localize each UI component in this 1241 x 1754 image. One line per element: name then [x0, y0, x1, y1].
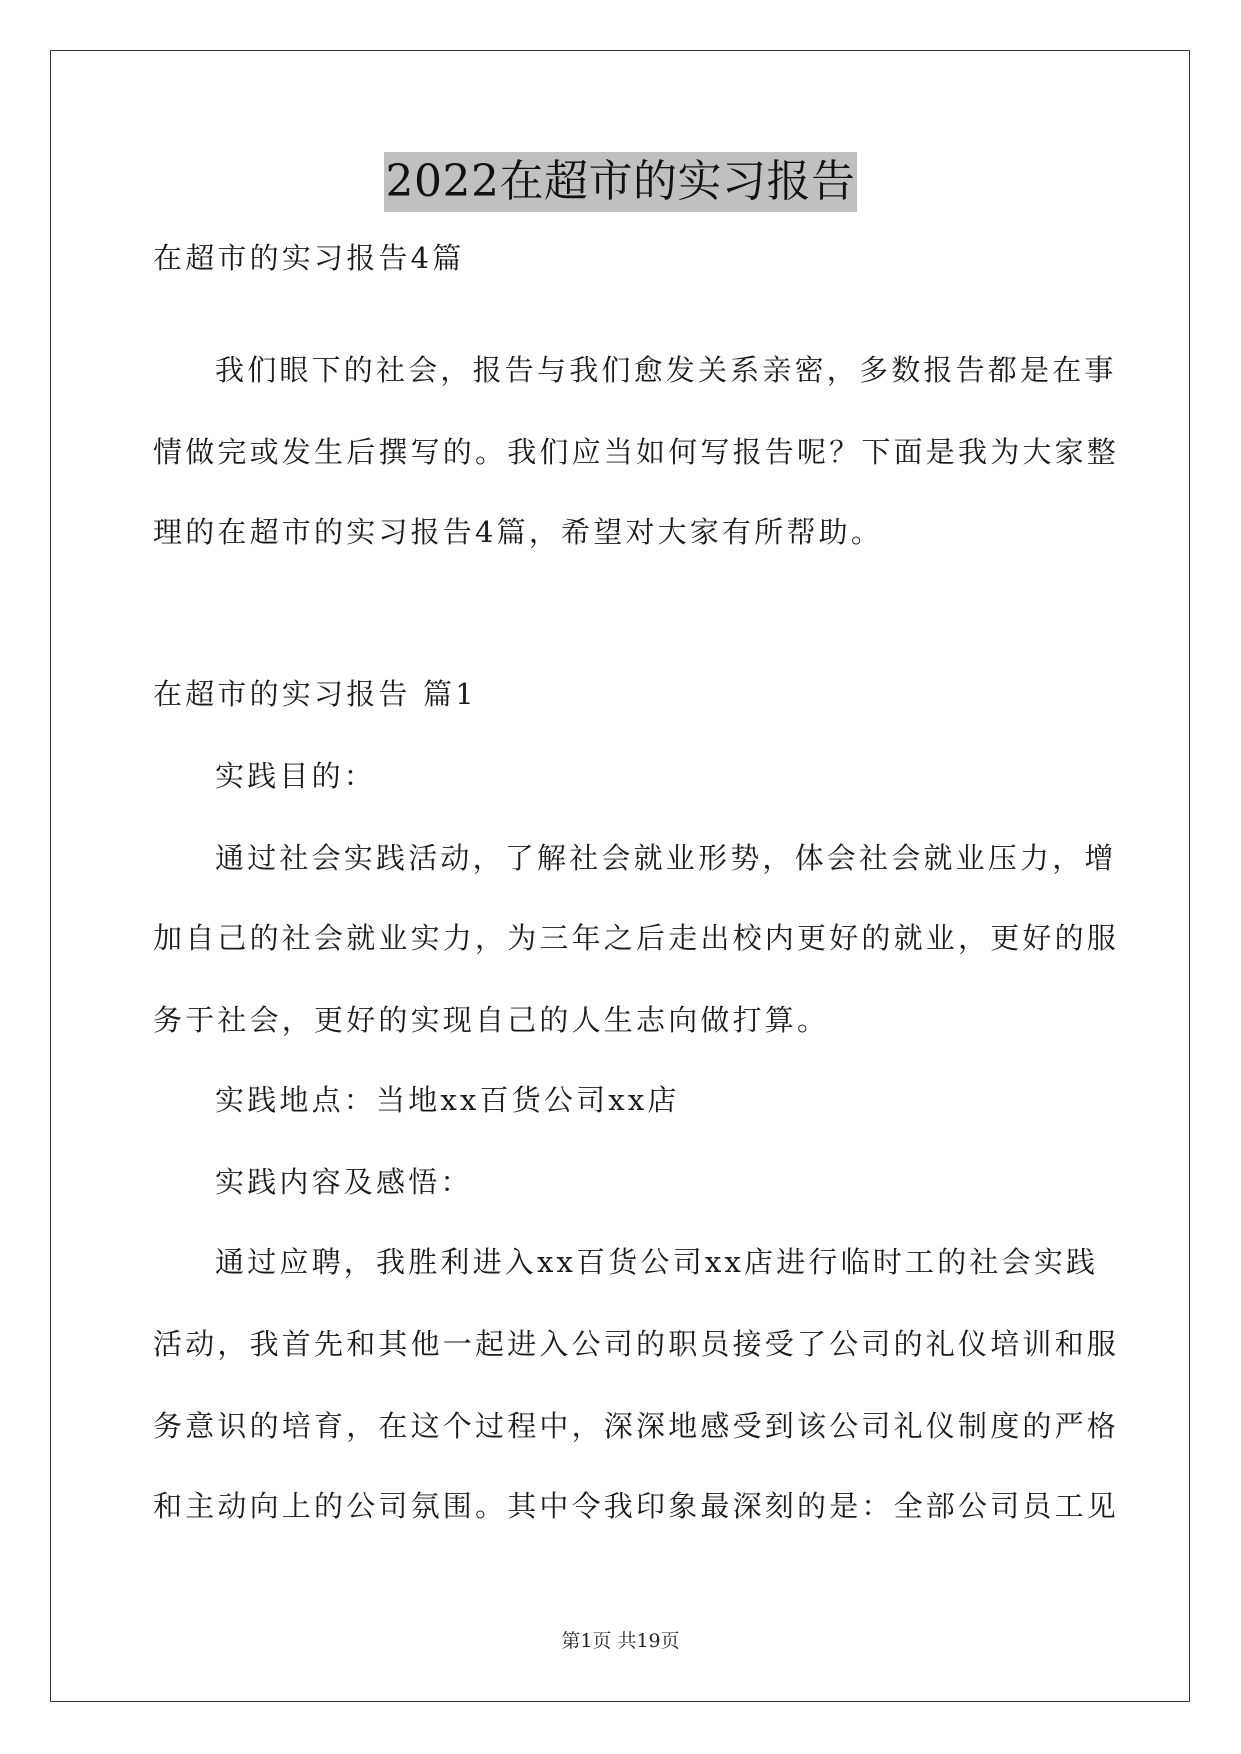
- intro-line: 我们眼下的社会，报告与我们愈发关系亲密，多数报告都是在事: [215, 353, 1117, 387]
- title-block: [0, 152, 1241, 212]
- purpose-line: 通过社会实践活动，了解社会就业形势，体会社会就业压力，增: [215, 841, 1117, 875]
- content-line: 通过应聘，我胜利进入xx百货公司xx店进行临时工的社会实践: [215, 1245, 1099, 1279]
- intro-line: 理的在超市的实习报告4篇，希望对大家有所帮助。: [153, 515, 884, 549]
- page-footer: [0, 1629, 1241, 1653]
- page-number: 第1页 共19页: [561, 1630, 680, 1652]
- purpose-line: 务于社会，更好的实现自己的人生志向做打算。: [153, 1003, 830, 1037]
- intro-line: 情做完或发生后撰写的。我们应当如何写报告呢？下面是我为大家整: [153, 435, 1120, 469]
- document-subtitle: 在超市的实习报告4篇: [153, 241, 465, 275]
- purpose-label: 实践目的：: [215, 759, 377, 793]
- content-line: 务意识的培育，在这个过程中，深深地感受到该公司礼仪制度的严格: [153, 1409, 1120, 1443]
- content-line: 活动，我首先和其他一起进入公司的职员接受了公司的礼仪培训和服: [153, 1327, 1120, 1361]
- document-title: 2022在超市的实习报告: [384, 152, 858, 212]
- purpose-line: 加自己的社会就业实力，为三年之后走出校内更好的就业，更好的服: [153, 921, 1120, 955]
- section-heading: 在超市的实习报告 篇1: [153, 677, 477, 711]
- content-line: 和主动向上的公司氛围。其中令我印象最深刻的是：全部公司员工见: [153, 1489, 1120, 1523]
- content-label: 实践内容及感悟：: [215, 1165, 473, 1199]
- location-line: 实践地点：当地xx百货公司xx店: [215, 1083, 680, 1117]
